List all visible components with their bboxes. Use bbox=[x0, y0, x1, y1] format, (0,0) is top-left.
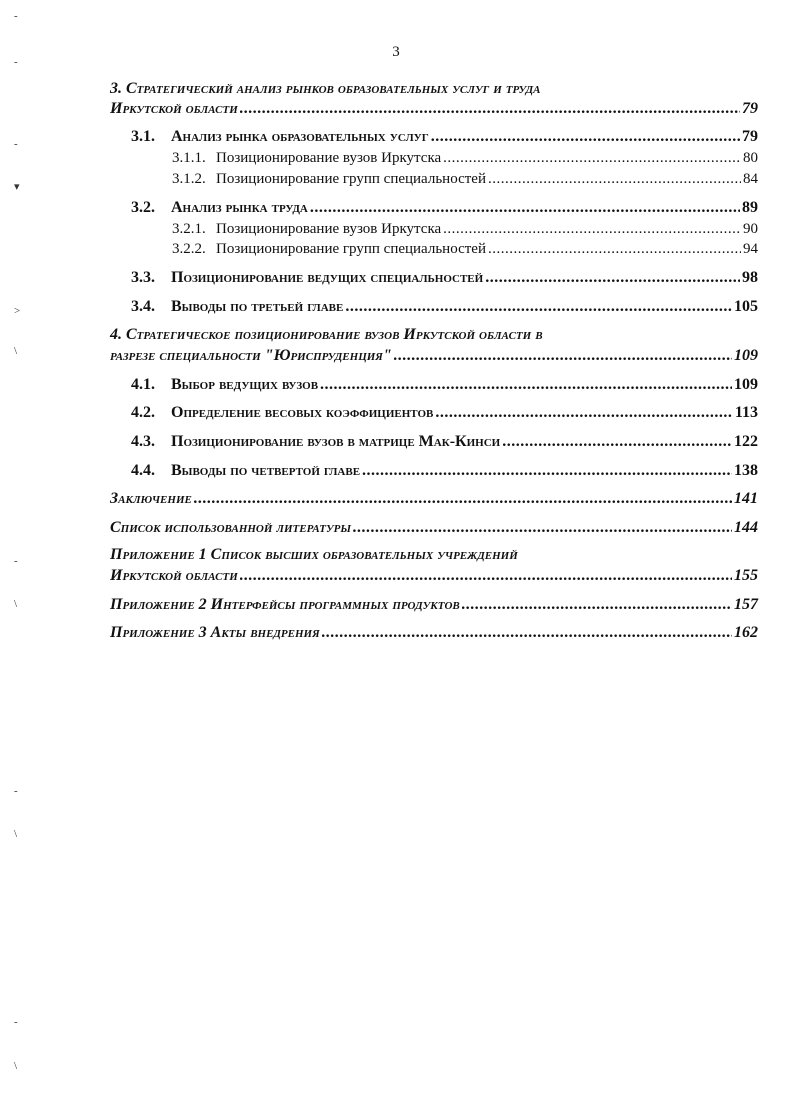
toc-title: Приложение 3 Акты внедрения bbox=[110, 624, 320, 641]
scan-mark: \ bbox=[14, 598, 18, 610]
dot-leader bbox=[485, 269, 740, 287]
scan-mark: \ bbox=[14, 345, 18, 357]
toc-section-3-4[interactable] bbox=[131, 298, 758, 316]
toc-title: Позиционирование вузов Иркутска bbox=[216, 221, 442, 237]
dot-leader bbox=[322, 624, 732, 642]
toc-page: 89 bbox=[742, 199, 758, 216]
toc-title: Позиционирование ведущих специальностей bbox=[171, 269, 484, 286]
toc-page: 105 bbox=[734, 298, 758, 315]
toc-section-4-4[interactable] bbox=[131, 462, 758, 480]
dot-leader bbox=[488, 171, 741, 188]
toc-title: Иркутской области bbox=[110, 567, 238, 584]
toc-subsection-3-2-1[interactable] bbox=[172, 221, 758, 238]
toc-page: 90 bbox=[743, 221, 758, 237]
dot-leader bbox=[194, 490, 732, 508]
toc-page: 79 bbox=[742, 128, 758, 145]
dot-leader bbox=[462, 596, 732, 614]
scan-mark: - bbox=[14, 785, 18, 797]
scan-mark: - bbox=[14, 56, 18, 68]
toc-appendix-1-line1: Приложение 1 Список высших образовательных учреждений bbox=[110, 546, 518, 563]
toc-title: Приложение 2 Интерфейсы программных продуктов bbox=[110, 596, 460, 613]
toc-page: 79 bbox=[742, 100, 758, 117]
toc-appendix-1[interactable] bbox=[110, 567, 758, 585]
toc-chapter-4[interactable] bbox=[110, 347, 758, 365]
toc-num: 4.2. bbox=[131, 404, 155, 421]
dot-leader bbox=[443, 221, 741, 238]
toc-section-3-1[interactable] bbox=[131, 128, 758, 146]
toc-references[interactable] bbox=[110, 519, 758, 537]
toc-section-4-2[interactable] bbox=[131, 404, 758, 422]
toc-num: 3.1. bbox=[131, 128, 155, 145]
toc-subsection-3-1-2[interactable] bbox=[172, 171, 758, 188]
toc-num: 3.2.1. bbox=[172, 221, 206, 237]
toc-page: 94 bbox=[743, 241, 758, 257]
toc-page: 155 bbox=[734, 567, 758, 584]
toc-page: 109 bbox=[734, 376, 758, 393]
toc-page: 84 bbox=[743, 171, 758, 187]
toc-num: 4.3. bbox=[131, 433, 155, 450]
toc-appendix-2[interactable] bbox=[110, 596, 758, 614]
dot-leader bbox=[394, 347, 732, 365]
scan-mark: - bbox=[14, 555, 18, 567]
page-number: 3 bbox=[392, 44, 400, 60]
dot-leader bbox=[435, 404, 733, 422]
toc-title: Список использованной литературы bbox=[110, 519, 352, 536]
toc-section-4-1[interactable] bbox=[131, 376, 758, 394]
toc-title: Определение весовых коэффициентов bbox=[171, 404, 434, 421]
toc-num: 3.2. bbox=[131, 199, 155, 216]
toc-subsection-3-2-2[interactable] bbox=[172, 241, 758, 258]
toc-section-3-3[interactable] bbox=[131, 269, 758, 287]
toc-num: 4.1. bbox=[131, 376, 155, 393]
toc-page: 113 bbox=[734, 404, 758, 421]
toc-title: Позиционирование вузов в матрице Мак-Кинси bbox=[171, 433, 501, 450]
toc-title: Анализ рынка образовательных услуг bbox=[171, 128, 429, 145]
dot-leader bbox=[362, 462, 732, 480]
toc-num: 3.1.1. bbox=[172, 150, 206, 166]
toc-title: Анализ рынка труда bbox=[171, 199, 308, 216]
toc-title: Позиционирование групп специальностей bbox=[216, 241, 486, 257]
toc-title: разрезе специальности "Юриспруденция" bbox=[110, 347, 392, 364]
dot-leader bbox=[310, 199, 740, 217]
dot-leader bbox=[240, 567, 732, 585]
toc-title: Выводы по четвертой главе bbox=[171, 462, 361, 479]
dot-leader bbox=[353, 519, 732, 537]
dot-leader bbox=[443, 150, 741, 167]
toc-title: Выбор ведущих вузов bbox=[171, 376, 319, 393]
toc-chapter-3-line1: 3. Стратегический анализ рынков образовательных услуг и труда bbox=[110, 80, 541, 97]
toc-page: 162 bbox=[734, 624, 758, 641]
dot-leader bbox=[240, 100, 740, 118]
scan-mark: - bbox=[14, 10, 18, 22]
dot-leader bbox=[502, 433, 732, 451]
scan-mark: > bbox=[14, 305, 21, 317]
toc-appendix-3[interactable] bbox=[110, 624, 758, 642]
dot-leader bbox=[431, 128, 740, 146]
scan-mark: - bbox=[14, 1016, 18, 1028]
toc-chapter-3[interactable] bbox=[110, 100, 758, 118]
toc-section-3-2[interactable] bbox=[131, 199, 758, 217]
dot-leader bbox=[345, 298, 732, 316]
toc-chapter-4-line1: 4. Стратегическое позиционирование вузов Иркутской области в bbox=[110, 326, 543, 343]
toc-num: 3.1.2. bbox=[172, 171, 206, 187]
scan-mark: ▾ bbox=[14, 181, 20, 193]
toc-page: 98 bbox=[742, 269, 758, 286]
dot-leader bbox=[488, 241, 741, 258]
toc-page: 122 bbox=[734, 433, 758, 450]
scan-mark: \ bbox=[14, 1060, 18, 1072]
dot-leader bbox=[320, 376, 732, 394]
toc-num: 3.4. bbox=[131, 298, 155, 315]
toc-title: Заключение bbox=[110, 490, 192, 507]
toc-num: 4.4. bbox=[131, 462, 155, 479]
toc-title: Позиционирование групп специальностей bbox=[216, 171, 486, 187]
toc-page: 80 bbox=[743, 150, 758, 166]
toc-page: 144 bbox=[734, 519, 758, 536]
toc-section-4-3[interactable] bbox=[131, 433, 758, 451]
toc-subsection-3-1-1[interactable] bbox=[172, 150, 758, 167]
toc-title: Позиционирование вузов Иркутска bbox=[216, 150, 442, 166]
toc-title: Иркутской области bbox=[110, 100, 238, 117]
scan-mark: - bbox=[14, 138, 18, 150]
toc-page: 141 bbox=[734, 490, 758, 507]
toc-page: 157 bbox=[734, 596, 758, 613]
toc-title: Выводы по третьей главе bbox=[171, 298, 344, 315]
toc-page: 138 bbox=[734, 462, 758, 479]
toc-conclusion[interactable] bbox=[110, 490, 758, 508]
toc-num: 3.2.2. bbox=[172, 241, 206, 257]
scan-mark: \ bbox=[14, 828, 18, 840]
toc-page: 109 bbox=[734, 347, 758, 364]
toc-num: 3.3. bbox=[131, 269, 155, 286]
